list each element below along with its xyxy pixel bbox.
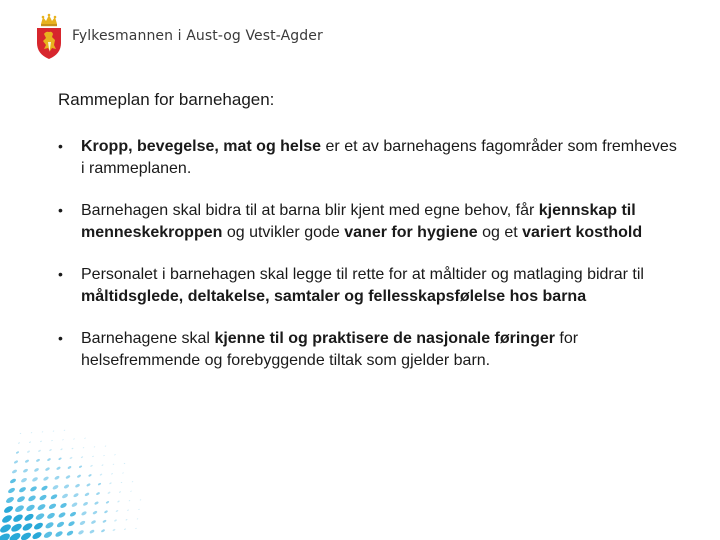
decorative-dot (94, 446, 96, 448)
decorative-dot (105, 501, 109, 504)
decorative-dot (1, 514, 13, 525)
decorative-dot (60, 448, 63, 450)
decorative-dot (53, 430, 55, 432)
decorative-dot (47, 458, 51, 462)
decorative-dot (43, 476, 50, 482)
decorative-dot (89, 529, 95, 534)
decorative-dot (64, 430, 66, 432)
decorative-dot (62, 439, 64, 441)
decorative-dot (21, 522, 33, 532)
decorative-dot (5, 496, 15, 504)
decorative-dot (94, 501, 99, 505)
decorative-dot (69, 511, 77, 518)
decorative-dot (46, 512, 56, 520)
decorative-dot (14, 460, 19, 464)
decorative-dot (49, 449, 52, 452)
decorative-dot (114, 454, 116, 456)
decorative-dot (127, 509, 129, 511)
bullet-segment: variert kosthold (522, 223, 643, 241)
decorative-dot (79, 465, 83, 468)
decorative-dot (31, 476, 38, 482)
decorative-dot (58, 457, 62, 460)
decorative-dot (79, 520, 86, 526)
decorative-dot (31, 531, 42, 540)
bullet-dot-icon: • (58, 266, 63, 282)
decorative-dot (27, 450, 31, 453)
decorative-dot (119, 491, 122, 493)
decorative-dot (54, 530, 63, 538)
decorative-dot (14, 504, 25, 513)
decorative-dot (104, 510, 108, 514)
decorative-dot (103, 455, 105, 457)
bullet-item (58, 136, 678, 179)
decorative-dot (48, 502, 57, 510)
decorative-dot (102, 519, 107, 523)
decorative-dot (111, 473, 113, 475)
decorative-dot (9, 478, 16, 484)
decorative-dot (81, 456, 84, 458)
decorative-dot (75, 483, 81, 488)
decorative-dot (129, 500, 131, 502)
bullet-segment: kjennskap til menneskekroppen (81, 202, 636, 241)
decorative-dot (20, 477, 27, 483)
decorative-dot (38, 449, 42, 452)
decorative-dot (137, 518, 139, 520)
decorative-dot (0, 523, 12, 535)
bullet-segment: kjenne til og praktisere de nasjonale føringer (214, 330, 555, 347)
decorative-dot (16, 495, 26, 503)
decorative-dot (27, 494, 36, 502)
decorative-dot (39, 494, 48, 502)
decorative-dot (40, 440, 42, 442)
decorative-dot (121, 482, 123, 484)
decorative-dot (84, 492, 90, 497)
decorative-dot (92, 455, 94, 457)
decorative-dot (36, 458, 41, 462)
decorative-dot (96, 492, 101, 496)
decorative-dot (77, 474, 82, 478)
bullet-dot-icon: • (58, 202, 63, 218)
bullet-item (58, 328, 678, 371)
decorative-dot (20, 531, 33, 540)
decorative-dot (42, 431, 44, 433)
bullet-dot-icon: • (58, 138, 63, 154)
decorative-dot (20, 433, 22, 435)
decorative-dot (44, 521, 54, 530)
decorative-dot (125, 519, 127, 521)
decorative-dot (65, 475, 71, 480)
decorative-dot (109, 482, 112, 485)
dotted-swirl-pattern-icon (0, 420, 180, 540)
decorative-dot (23, 512, 34, 522)
decorative-dot (66, 530, 74, 537)
decorative-dot (63, 484, 69, 490)
bullet-segment: Barnehagen skal bidra til at barna blir kjent med egne behov, får (81, 202, 539, 219)
bullet-segment: og et (477, 223, 523, 241)
decorative-dot (113, 464, 115, 466)
decorative-dot (31, 432, 33, 434)
decorative-dot (81, 511, 88, 517)
decorative-dot (90, 465, 93, 468)
decorative-dot (41, 485, 49, 492)
bullet-segment: Barnehagene skal (81, 330, 215, 347)
decorative-dot (56, 521, 65, 529)
decorative-dot (105, 445, 107, 447)
decorative-dot (67, 466, 72, 470)
decorative-dot (18, 442, 21, 444)
coat-of-arms-icon (34, 12, 64, 60)
decorative-dot (73, 492, 79, 498)
decorative-dot (37, 503, 47, 511)
bullet-item (58, 264, 678, 307)
decorative-dot (78, 529, 85, 535)
decorative-dot (18, 486, 27, 493)
decorative-dot (124, 528, 126, 530)
decorative-dot (84, 437, 86, 439)
decorative-dot (69, 457, 72, 460)
decorative-dot (3, 505, 14, 515)
decorative-dot (98, 482, 102, 485)
decorative-dot (43, 530, 53, 539)
bullet-segment: og utvikler gode (222, 223, 345, 241)
bullet-segment: for helsefremmende og forebyggende tiltak som gjelder barn. (81, 330, 579, 369)
decorative-dot (29, 485, 37, 492)
decorative-dot (132, 481, 134, 483)
decorative-dot (12, 513, 24, 523)
decorative-dot (86, 483, 91, 487)
decorative-dot (99, 473, 102, 476)
bullet-list (58, 136, 678, 392)
bullet-segment: Personalet i barnehagen skal legge til rette for at måltider og matlaging bidrar til (81, 266, 644, 283)
bullet-item (58, 200, 678, 243)
decorative-dot (59, 502, 67, 509)
bullet-segment: vaner for hygiene (344, 223, 478, 241)
decorative-dot (50, 493, 58, 500)
bullet-dot-icon: • (58, 330, 63, 346)
decorative-dot (138, 509, 140, 511)
slide-title: Rammeplan for barnehagen: (58, 90, 275, 109)
bullet-segment: er et av barnehagens fagområder som fremheves i rammeplanen. (81, 138, 677, 177)
organization-name: Fylkesmannen i Aust-og Vest-Agder (72, 28, 323, 44)
decorative-dot (8, 531, 22, 540)
decorative-dot (135, 528, 137, 530)
decorative-dot (58, 511, 67, 518)
bullet-segment: Kropp, bevegelse, mat og helse (81, 138, 322, 155)
decorative-dot (124, 463, 126, 465)
decorative-dot (73, 438, 75, 440)
decorative-dot (25, 459, 30, 463)
decorative-dot (107, 491, 111, 494)
decorative-dot (115, 510, 118, 513)
decorative-dot (16, 451, 20, 454)
decorative-dot (56, 466, 61, 470)
decorative-dot (33, 521, 44, 531)
decorative-dot (92, 510, 97, 515)
decorative-dot (82, 501, 88, 506)
decorative-dot (22, 468, 28, 473)
decorative-dot (61, 493, 68, 499)
bullet-segment: måltidsglede, deltakelse, samtaler og fellesskapsfølelse hos barna (81, 287, 587, 305)
decorative-dot (130, 490, 132, 492)
decorative-dot (114, 519, 117, 522)
decorative-dot (71, 447, 73, 449)
decorative-dot (52, 484, 59, 490)
decorative-dot (35, 512, 46, 521)
decorative-dot (140, 499, 142, 501)
decorative-dot (117, 500, 120, 503)
decorative-dot (88, 474, 92, 477)
decorative-dot (54, 475, 60, 480)
decorative-dot (68, 520, 76, 527)
decorative-dot (101, 529, 106, 533)
header (34, 10, 323, 62)
decorative-dot (101, 464, 103, 466)
decorative-dot (7, 487, 16, 494)
decorative-dot (91, 520, 97, 525)
decorative-dot (112, 528, 116, 531)
decorative-dot (25, 503, 35, 512)
decorative-dot (10, 522, 23, 533)
decorative-dot (34, 467, 40, 472)
decorative-dot (71, 502, 78, 508)
decorative-dot (122, 472, 124, 474)
decorative-dot (11, 469, 17, 474)
decorative-dot (83, 447, 85, 449)
decorative-dot (45, 467, 51, 472)
decorative-dot (51, 440, 53, 442)
decorative-dot (29, 441, 31, 443)
